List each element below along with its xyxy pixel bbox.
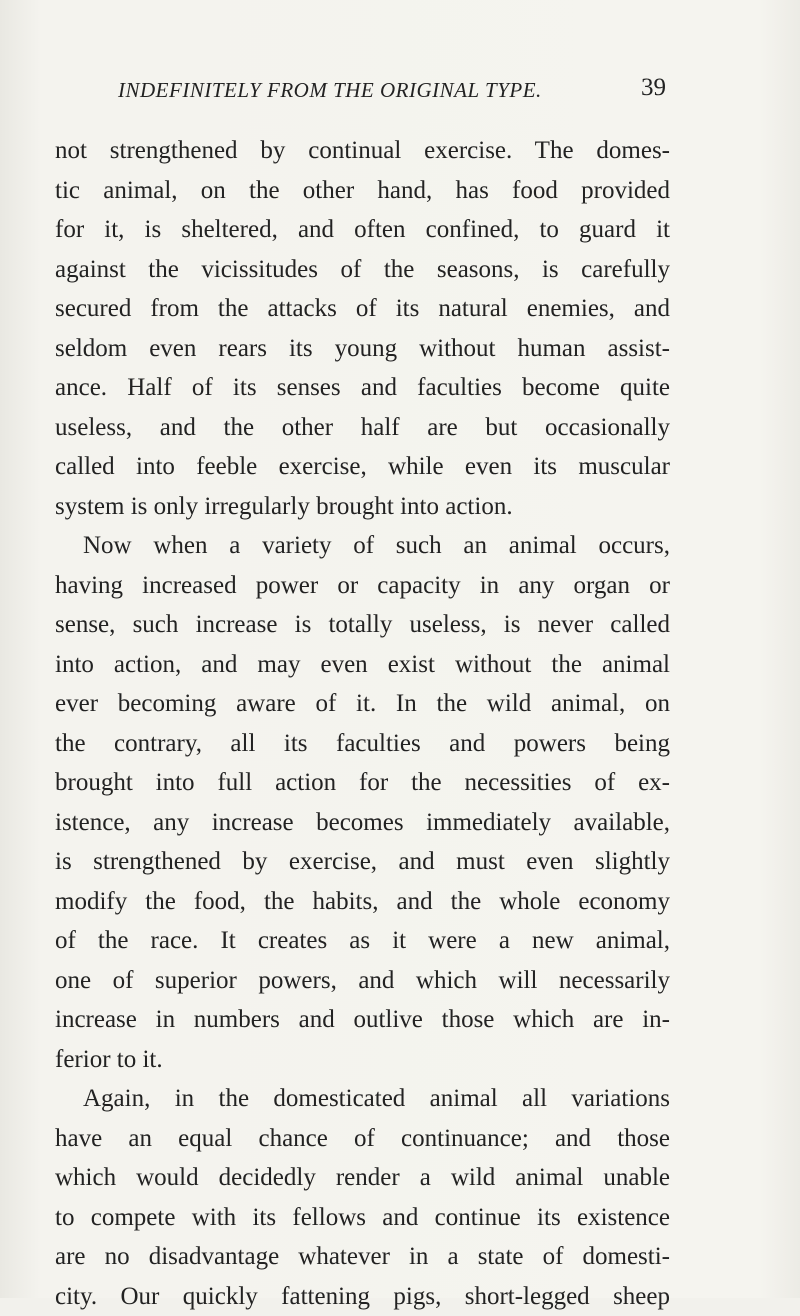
text-line: seldom even rears its young without human assist- xyxy=(55,329,670,369)
text-line: istence, any increase becomes immediately available, xyxy=(55,803,670,843)
text-line: ever becoming aware of it. In the wild animal, on xyxy=(55,684,670,724)
text-line: to compete with its fellows and continue its existence xyxy=(55,1198,670,1238)
text-line: one of superior powers, and which will necessarily xyxy=(55,961,670,1001)
text-line: not strengthened by continual exercise. The domes- xyxy=(55,131,670,171)
text-line: is strengthened by exercise, and must even slightly xyxy=(55,842,670,882)
page-number: 39 xyxy=(641,74,666,102)
text-line: of the race. It creates as it were a new animal, xyxy=(55,921,670,961)
text-line: Again, in the domesticated animal all variations xyxy=(55,1079,670,1119)
text-line: called into feeble exercise, while even its muscular xyxy=(55,447,670,487)
text-line: city. Our quickly fattening pigs, short-legged sheep xyxy=(55,1277,670,1316)
text-line: increase in numbers and outlive those which are in- xyxy=(55,1000,670,1040)
text-line: against the vicissitudes of the seasons, is carefully xyxy=(55,250,670,290)
text-line: sense, such increase is totally useless, is never called xyxy=(55,605,670,645)
text-line: tic animal, on the other hand, has food provided xyxy=(55,171,670,211)
text-line: secured from the attacks of its natural enemies, and xyxy=(55,289,670,329)
body-text xyxy=(55,131,670,1316)
text-line: the contrary, all its faculties and powers being xyxy=(55,724,670,764)
text-line: into action, and may even exist without the animal xyxy=(55,645,670,685)
text-line: which would decidedly render a wild animal unable xyxy=(55,1158,670,1198)
running-head xyxy=(118,70,666,110)
text-line: for it, is sheltered, and often confined, to guard it xyxy=(55,210,670,250)
text-line: are no disadvantage whatever in a state of domesti- xyxy=(55,1237,670,1277)
text-line: have an equal chance of continuance; and those xyxy=(55,1119,670,1159)
text-line: modify the food, the habits, and the whole economy xyxy=(55,882,670,922)
text-line: ance. Half of its senses and faculties become quite xyxy=(55,368,670,408)
text-line: having increased power or capacity in any organ or xyxy=(55,566,670,606)
text-line: useless, and the other half are but occasionally xyxy=(55,408,670,448)
text-line: Now when a variety of such an animal occurs, xyxy=(55,526,670,566)
running-title: INDEFINITELY FROM THE ORIGINAL TYPE. xyxy=(118,78,542,103)
text-line: ferior to it. xyxy=(55,1040,670,1080)
text-line: system is only irregularly brought into action. xyxy=(55,487,670,527)
text-line: brought into full action for the necessities of ex- xyxy=(55,763,670,803)
